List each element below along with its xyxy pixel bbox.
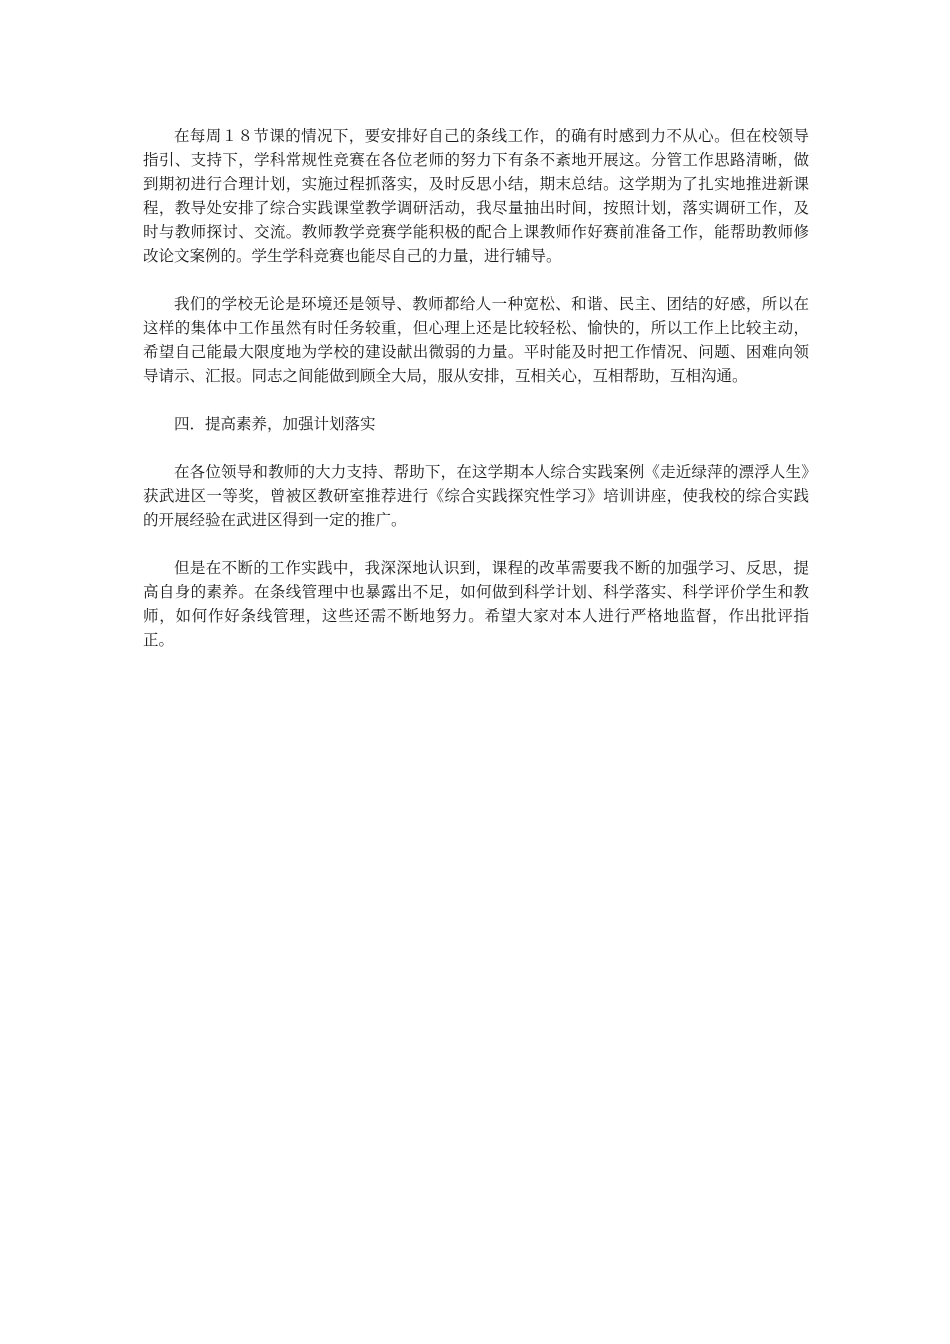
paragraph-achievements: 在各位领导和教师的大力支持、帮助下，在这学期本人综合实践案例《走近绿萍的漂浮人生》获武进区一等奖，曾被区教研室推荐进行《综合实践探究性学习》培训讲座，使我校的综合实践的开展经验在武进区得到一定的推广。 [143, 463, 809, 529]
document-body [143, 124, 809, 676]
paragraph-school-atmosphere: 我们的学校无论是环境还是领导、教师都给人一种宽松、和谐、民主、团结的好感，所以在这样的集体中工作虽然有时任务较重，但心理上还是比较轻松、愉快的，所以工作上比较主动，希望自己能最大限度地为学校的建设献出微弱的力量。平时能及时把工作情况、问题、困难向领导请示、汇报。同志之间能做到顾全大局，服从安排，互相关心，互相帮助，互相沟通。 [143, 295, 809, 385]
section-heading: 四．提高素养，加强计划落实 [174, 415, 376, 433]
paragraph-workload: 在每周１８节课的情况下，要安排好自己的条线工作，的确有时感到力不从心。但在校领导指引、支持下，学科常规性竞赛在各位老师的努力下有条不紊地开展这。分管工作思路清晰，做到期初进行合理计划，实施过程抓落实，及时反思小结，期末总结。这学期为了扎实地推进新课程，教导处安排了综合实践课堂教学调研活动，我尽量抽出时间，按照计划，落实调研工作，及时与教师探讨、交流。教师教学竞赛学能积极的配合上课教师作好赛前准备工作，能帮助教师修改论文案例的。学生学科竞赛也能尽自己的力量，进行辅导。 [143, 127, 809, 265]
paragraph-reflection: 但是在不断的工作实践中，我深深地认识到，课程的改革需要我不断的加强学习、反思，提高自身的素养。在条线管理中也暴露出不足，如何做到科学计划、科学落实、科学评价学生和教师，如何作好条线管理，这些还需不断地努力。希望大家对本人进行严格地监督，作出批评指正。 [143, 559, 809, 649]
